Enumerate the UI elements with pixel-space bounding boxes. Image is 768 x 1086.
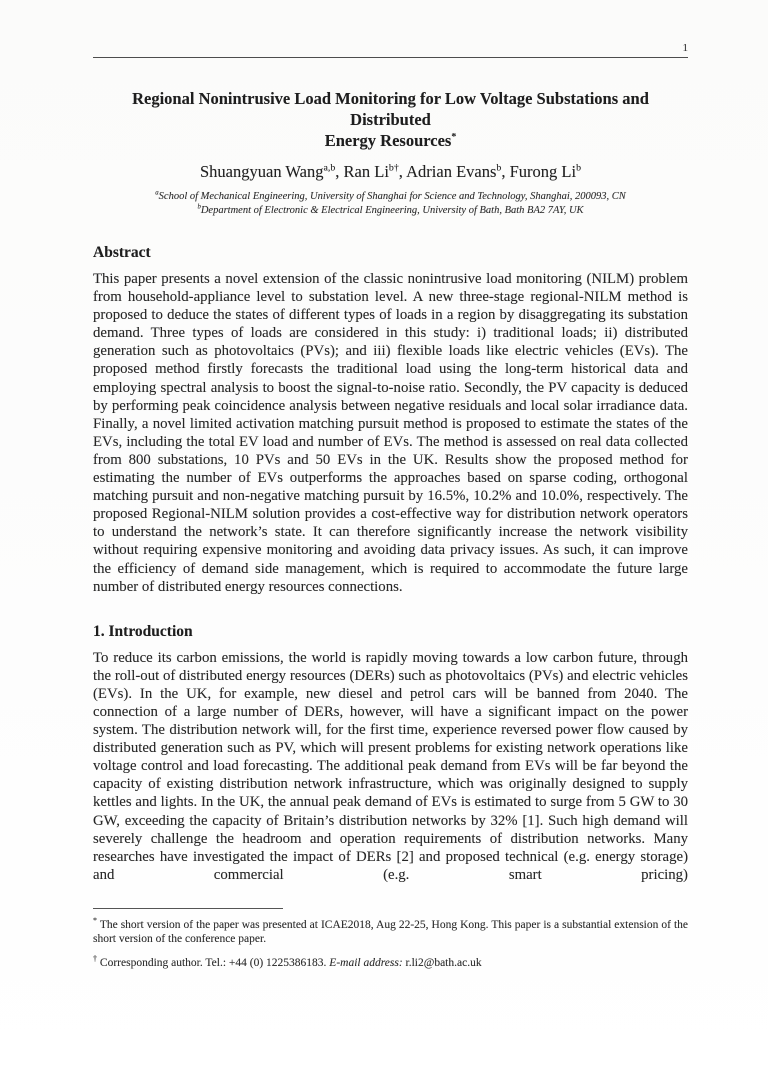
- footnote-marker: †: [93, 954, 98, 964]
- title-footnote-marker: *: [451, 131, 457, 143]
- affiliation-line: [93, 190, 688, 204]
- author-name: Furong Li: [509, 162, 577, 181]
- footnote-text: Corresponding author. Tel.: +44 (0) 1225386183.: [97, 956, 330, 969]
- author-name: Shuangyuan Wang: [200, 162, 324, 181]
- author-separator: ,: [501, 162, 510, 181]
- header-rule: [93, 57, 688, 58]
- affiliations-block: [93, 190, 688, 217]
- author-affiliation-sup: b: [576, 162, 581, 174]
- email-address-label: E-mail address:: [329, 956, 403, 969]
- author-affiliation-sup: a,b: [323, 162, 336, 174]
- footnote-text: The short version of the paper was presented at ICAE2018, Aug 22-25, Hong Kong. This paper is a substantial extension of the short version of the conference paper.: [93, 918, 688, 946]
- affiliation-line: [93, 204, 688, 218]
- footnotes-block: [93, 908, 688, 971]
- email-address: r.li2@bath.ac.uk: [402, 956, 482, 969]
- affiliation-text: School of Mechanical Engineering, University of Shanghai for Science and Technology, Shanghai, 200093, CN: [158, 191, 626, 202]
- footnote-conference: [93, 918, 688, 947]
- author-separator: ,: [335, 162, 344, 181]
- affiliation-sup: b: [197, 203, 201, 210]
- author-name: Ran Li: [343, 162, 389, 181]
- page-number: 1: [682, 42, 688, 54]
- section-heading-abstract: Abstract: [93, 244, 151, 261]
- footnote-separator: [93, 908, 283, 909]
- affiliation-sup: a: [155, 189, 159, 197]
- paper-title-line1: Regional Nonintrusive Load Monitoring for Low Voltage Substations and Distributed: [132, 89, 649, 129]
- author-affiliation-sup: b†: [388, 162, 399, 174]
- paper-title: [93, 88, 688, 151]
- abstract-paragraph: This paper presents a novel extension of the classic nonintrusive load monitoring (NILM) problem from household-appliance level to substation level. A new three-stage regional-NILM method is proposed to deduce the states of different types of loads in a region by disaggregating its substation demand. Three types of loads are considered in this study: i) traditional loads; ii) distributed generation such as photovoltaics (PVs); and iii) flexible loads like electric vehicles (EVs). The proposed method firstly forecasts the traditional load using the long-term historical data and employing spectral analysis to boost the signal-to-noise ratio. Secondly, the PV capacity is deduced by performing peak coincidence analysis between negative residuals and local solar irradiance data. Finally, a novel limited activation matching pursuit method is proposed to estimate the states of the EVs, including the total EV load and number of EVs. The method is assessed on real data collected from 800 substations, 10 PVs and 50 EVs in the UK. Results show the proposed method for estimating the number of EVs outperforms the approaches based on sparse coding, orthogonal matching pursuit and non-negative matching pursuit by 16.5%, 10.2% and 10.0%, respectively. The proposed Regional-NILM solution provides a cost-effective way for distribution network operators to understand the network’s state. It can therefore significantly increase the network visibility without requiring expensive monitoring and avoiding data privacy issues. As such, it can improve the efficiency of demand side management, which is required to accommodate the future large number of distributed energy resources connections.: [93, 271, 688, 595]
- section-heading-introduction: 1. Introduction: [93, 622, 193, 640]
- authors-line: [93, 161, 688, 182]
- paper-title-line2: Energy Resources: [324, 131, 452, 150]
- introduction-paragraph: To reduce its carbon emissions, the world is rapidly moving towards a low carbon future, through the roll-out of distributed energy resources (DERs) such as photovoltaics (PVs) and electric vehicles (EVs). In the UK, for example, new diesel and petrol cars will be banned from 2040. The connection of a large number of DERs, however, will have a significant impact on the power system. The distribution network will, for the first time, experience reversed power flow caused by distributed generation such as PV, which will present problems for existing network operations like voltage control and load forecasting. The additional peak demand from EVs will be far beyond the capacity of existing distribution network infrastructure, which was originally designed to supply kettles and lights. In the UK, the annual peak demand of EVs is estimated to surge from 5 GW to 30 GW, exceeding the capacity of Britain’s distribution networks by 32% [1]. Such high demand will severely challenge the headroom and operation requirements of distribution networks. Many researches have investigated the impact of DERs [2] and proposed technical (e.g. energy storage) and commercial (e.g. smart pricing): [93, 649, 688, 883]
- author-separator: ,: [398, 162, 407, 181]
- footnote-corresponding-author: [93, 956, 688, 971]
- author-name: Adrian Evans: [406, 162, 497, 181]
- affiliation-text: Department of Electronic & Electrical Engineering, University of Bath, Bath BA2 7AY, UK: [200, 204, 584, 216]
- footnote-marker: *: [93, 916, 98, 926]
- author-affiliation-sup: b: [496, 162, 502, 174]
